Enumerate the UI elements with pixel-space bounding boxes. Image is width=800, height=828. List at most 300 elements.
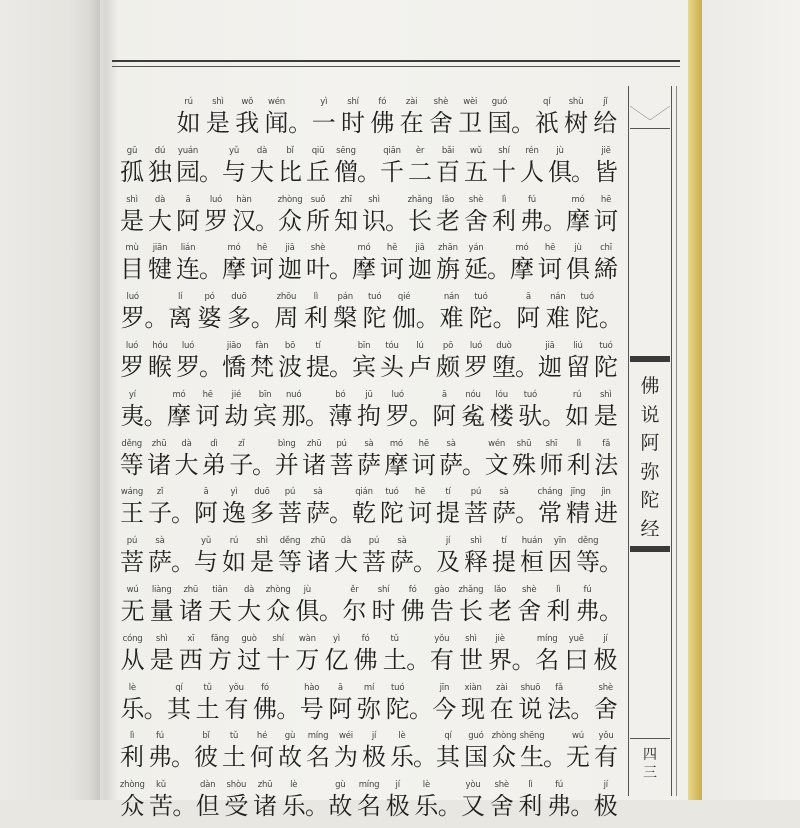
hanzi: 提 [436, 499, 460, 528]
text-line-row [118, 779, 620, 821]
title-character: 阿 [640, 432, 660, 455]
pinyin: děng [121, 438, 142, 449]
pinyin: pú [126, 536, 138, 547]
character-cell [456, 584, 485, 626]
character-cell [192, 486, 220, 528]
pinyin: zhòng [119, 780, 145, 791]
pinyin: shuō [520, 682, 541, 693]
punctuation: 。 [415, 304, 440, 333]
hanzi: 诃 [594, 206, 618, 235]
pinyin: liú [573, 340, 583, 351]
character-cell [350, 242, 378, 284]
character-cell [378, 486, 406, 528]
punctuation: 。 [288, 109, 313, 137]
hanzi: 众 [120, 792, 145, 821]
character-cell [165, 389, 194, 431]
left-page-edge [0, 0, 100, 800]
pinyin: qí [543, 97, 551, 107]
hanzi: 众 [278, 206, 302, 235]
pinyin: sà [499, 487, 509, 498]
character-cell [543, 194, 567, 236]
pinyin: guó [468, 731, 484, 742]
character-cell [538, 438, 565, 480]
hanzi: 伽 [392, 304, 417, 333]
pinyin: dà [154, 194, 166, 205]
pinyin: yǔ [228, 145, 240, 156]
hanzi: 千 [380, 157, 404, 186]
hanzi: 极 [593, 792, 618, 821]
character-cell [248, 145, 276, 187]
hanzi: 是 [120, 206, 144, 235]
character-cell [434, 730, 462, 772]
hanzi: 西 [178, 645, 203, 674]
hanzi: 长 [408, 206, 432, 235]
character-cell [412, 779, 441, 821]
pinyin: tí [315, 340, 321, 351]
hanzi: 丘 [306, 157, 330, 186]
pinyin: jí [603, 780, 608, 791]
character-cell [193, 389, 222, 431]
hanzi: 量 [149, 596, 174, 625]
hanzi: 二 [408, 157, 432, 186]
character-cell [410, 438, 437, 480]
character-cell [332, 145, 360, 187]
character-cell [490, 535, 518, 577]
running-title-column [628, 86, 672, 796]
pinyin: nán [443, 292, 460, 303]
hanzi: 给 [593, 109, 618, 137]
pinyin: hē [544, 243, 556, 254]
title-character: 经 [640, 517, 660, 540]
pinyin: jǐ [603, 97, 608, 107]
character-cell [301, 291, 330, 333]
hanzi: 如 [176, 109, 201, 137]
hanzi: 过 [237, 645, 262, 674]
hanzi: 说 [518, 694, 543, 723]
hanzi: 常 [538, 499, 562, 528]
pinyin: wàn [298, 633, 316, 644]
punctuation: 。 [171, 743, 195, 772]
character-cell [251, 779, 280, 821]
hanzi: 絺 [594, 255, 618, 284]
pinyin: zhū [151, 438, 167, 449]
character-cell [264, 584, 293, 626]
character-cell [143, 389, 168, 431]
hanzi: 老 [436, 206, 460, 235]
character-cell [173, 438, 200, 480]
character-cell [144, 291, 169, 333]
character-cell [536, 242, 564, 284]
character-cell [383, 682, 412, 724]
hanzi: 进 [594, 499, 618, 528]
pinyin: cháng [537, 487, 563, 498]
hanzi: 故 [328, 792, 353, 821]
pinyin: tǔ [203, 682, 212, 693]
punctuation: 。 [171, 548, 195, 577]
pinyin: bìng [277, 438, 296, 449]
hanzi: 是 [593, 401, 618, 430]
pinyin: mó [571, 194, 585, 205]
pinyin: bǐ [202, 731, 210, 742]
text-line [118, 340, 620, 389]
hanzi: 祇 [534, 109, 559, 137]
gilded-page-edge [688, 0, 702, 800]
text-line [118, 194, 620, 243]
character-cell [304, 145, 332, 187]
pinyin: pō [442, 340, 454, 351]
pinyin: wèi [463, 97, 478, 107]
pinyin: mù [125, 243, 139, 254]
character-cell [462, 145, 490, 187]
column-border-outer [676, 86, 677, 796]
character-cell [276, 145, 304, 187]
character-cell [487, 389, 516, 431]
character-cell [264, 633, 293, 675]
character-cell [360, 291, 389, 333]
pinyin: shì [368, 194, 380, 205]
character-cell [276, 194, 304, 236]
hanzi: 驮 [518, 401, 543, 430]
character-cell [118, 291, 147, 333]
hanzi: 宾 [352, 352, 376, 381]
pinyin: ā [525, 292, 531, 303]
hanzi: 俱 [548, 157, 572, 186]
punctuation: 。 [172, 792, 197, 821]
character-cell [378, 340, 406, 382]
pinyin: hào [304, 682, 320, 693]
pinyin: liàng [151, 584, 172, 595]
character-cell [230, 194, 258, 236]
hanzi: 百 [436, 157, 460, 186]
pinyin: yǒu [434, 633, 450, 644]
pinyin: shū [516, 438, 532, 449]
hanzi: 十 [492, 157, 516, 186]
character-cell [220, 535, 248, 577]
pinyin: lí [177, 292, 183, 303]
pinyin: lǎo [493, 584, 507, 595]
hanzi: 诸 [306, 548, 330, 577]
hanzi: 摩 [566, 206, 590, 235]
character-cell [146, 145, 174, 187]
pinyin: yǔ [200, 536, 212, 547]
character-cell [462, 730, 490, 772]
pinyin: gū [126, 145, 138, 156]
hanzi: 孤 [120, 157, 144, 186]
pinyin: pó [204, 292, 215, 303]
hanzi: 有 [594, 743, 618, 772]
character-cell [483, 438, 510, 480]
hanzi: 世 [458, 645, 483, 674]
hanzi: 舍 [593, 694, 618, 723]
hanzi: 子 [148, 499, 172, 528]
punctuation: 。 [143, 401, 168, 430]
character-cell [118, 194, 146, 236]
pinyin: zhòng [491, 731, 517, 742]
pinyin: pán [337, 292, 353, 303]
hanzi: 诃 [250, 255, 274, 284]
character-cell [570, 779, 595, 821]
character-cell [490, 340, 518, 382]
character-cell [378, 242, 406, 284]
character-cell [205, 584, 234, 626]
character-cell [143, 682, 168, 724]
hanzi: 利 [566, 450, 591, 479]
character-cell [118, 340, 146, 382]
character-cell [427, 633, 456, 675]
hanzi: 桓 [520, 548, 544, 577]
character-cell [360, 730, 388, 772]
character-cell [176, 584, 205, 626]
hanzi: 㝹 [461, 401, 486, 430]
pinyin: jiē [601, 145, 611, 156]
character-cell [518, 535, 546, 577]
hanzi: 萨 [356, 450, 381, 479]
pinyin: shí [377, 584, 390, 595]
character-cell [514, 291, 543, 333]
character-cell [574, 535, 602, 577]
hanzi: 所 [306, 206, 330, 235]
hanzi: 众 [266, 596, 291, 625]
pinyin: tuó [580, 292, 594, 303]
character-cell [255, 194, 279, 236]
character-cell [118, 438, 145, 480]
hanzi: 舍 [517, 596, 542, 625]
character-cell [592, 340, 620, 382]
character-cell [228, 438, 255, 480]
hanzi: 方 [207, 645, 232, 674]
character-cell [591, 389, 620, 431]
hanzi: 诸 [178, 596, 203, 625]
character-cell [532, 96, 561, 138]
pinyin: děng [577, 536, 599, 547]
pinyin: shí [498, 145, 510, 156]
text-line [118, 389, 620, 438]
pinyin: rú [572, 389, 582, 400]
hanzi: 舍 [464, 206, 488, 235]
pinyin: dà [256, 145, 268, 156]
character-cell [355, 389, 384, 431]
hanzi: 目 [120, 255, 144, 284]
hanzi: 师 [539, 450, 564, 479]
pinyin: guò [241, 633, 257, 644]
character-cell [599, 584, 623, 626]
hanzi: 等 [119, 450, 144, 479]
character-cell [165, 291, 194, 333]
pinyin: ā [337, 682, 343, 693]
pinyin: jiā [545, 340, 555, 351]
character-cell [516, 779, 545, 821]
character-cell [329, 242, 353, 284]
hanzi: 弗 [520, 206, 544, 235]
hanzi: 诃 [195, 401, 220, 430]
header-rule [112, 60, 680, 62]
pinyin: nuó [286, 389, 302, 400]
pinyin: luó [391, 389, 404, 400]
hanzi: 利 [518, 792, 543, 821]
hanzi: 菩 [120, 548, 144, 577]
text-line [118, 145, 620, 194]
pinyin: shè [310, 243, 326, 254]
character-cell [171, 730, 195, 772]
character-cell [293, 584, 322, 626]
punctuation: 。 [255, 206, 279, 235]
hanzi: 大 [174, 450, 199, 479]
hanzi: 十 [266, 645, 291, 674]
character-cell [220, 340, 248, 382]
character-cell [490, 145, 518, 187]
hanzi: 菩 [362, 548, 386, 577]
pinyin: fó [408, 584, 417, 595]
text-line-row [118, 389, 620, 431]
hanzi: 摩 [510, 255, 534, 284]
character-cell [205, 633, 234, 675]
pinyin: jù [303, 584, 311, 595]
character-cell [222, 389, 251, 431]
pinyin: tuó [368, 292, 382, 303]
hanzi: 老 [488, 596, 513, 625]
hanzi: 彼 [194, 743, 218, 772]
hanzi: 犍 [148, 255, 172, 284]
pinyin: jí [445, 536, 451, 547]
hanzi: 界 [488, 645, 513, 674]
pinyin: qí [175, 682, 183, 693]
pinyin: hàn [236, 194, 252, 205]
hanzi: 俱 [566, 255, 590, 284]
character-cell [331, 291, 360, 333]
pinyin: hē [256, 243, 268, 254]
character-cell [220, 486, 248, 528]
hanzi: 阿 [432, 401, 457, 430]
character-cell [355, 779, 384, 821]
hanzi: 弥 [357, 694, 382, 723]
pinyin: shè [521, 584, 537, 595]
hanzi: 受 [224, 792, 249, 821]
pinyin: lì [576, 438, 581, 449]
hanzi: 罗 [385, 401, 410, 430]
character-cell [174, 194, 202, 236]
character-cell [591, 682, 620, 724]
pinyin: shì [465, 633, 477, 644]
hanzi: 知 [334, 206, 358, 235]
character-cell [492, 291, 517, 333]
hanzi: 罗 [176, 352, 200, 381]
hanzi: 因 [548, 548, 572, 577]
hanzi: 那 [281, 401, 306, 430]
punctuation: 。 [487, 255, 511, 284]
hanzi: 摩 [222, 255, 246, 284]
hanzi: 及 [436, 548, 460, 577]
punctuation: 。 [329, 352, 353, 381]
pinyin: jí [395, 780, 400, 791]
pinyin: pú [368, 536, 380, 547]
punctuation: 。 [329, 255, 353, 284]
hanzi: 极 [593, 645, 618, 674]
pinyin: zhōu [276, 292, 297, 303]
character-cell [304, 730, 332, 772]
character-cell [357, 145, 381, 187]
character-cell [248, 242, 276, 284]
hanzi: 睺 [148, 352, 172, 381]
character-cell [276, 730, 304, 772]
text-line-row [118, 633, 620, 675]
character-cell [326, 779, 355, 821]
character-cell [564, 730, 592, 772]
character-cell [434, 535, 462, 577]
character-cell [385, 194, 409, 236]
pinyin: zài [405, 97, 418, 107]
pinyin: tǔ [390, 633, 399, 644]
character-cell [413, 535, 437, 577]
hanzi: 我 [235, 109, 260, 137]
hanzi: 土 [222, 743, 246, 772]
text-line-row [118, 145, 620, 187]
hanzi: 萨 [306, 499, 330, 528]
hanzi: 佛 [353, 645, 378, 674]
punctuation: 。 [571, 157, 595, 186]
character-cell [544, 584, 573, 626]
pinyin: tǔ [229, 731, 239, 742]
character-cell [202, 194, 230, 236]
character-cell [235, 584, 264, 626]
hanzi: 舍 [428, 109, 453, 137]
pinyin: jiān [152, 243, 168, 254]
character-cell [369, 584, 398, 626]
character-cell [406, 242, 434, 284]
character-cell [165, 682, 194, 724]
pinyin: duò [496, 340, 512, 351]
hanzi: 土 [195, 694, 220, 723]
pinyin: wú [126, 584, 139, 595]
hanzi: 故 [278, 743, 302, 772]
pinyin: zhī [340, 194, 352, 205]
hanzi: 名 [535, 645, 560, 674]
text-line [118, 682, 620, 731]
character-cell [383, 779, 412, 821]
pinyin: lì [556, 584, 561, 595]
pinyin: shì [155, 633, 168, 644]
pinyin: fāng [210, 633, 230, 644]
character-cell [118, 242, 146, 284]
text-line [118, 730, 620, 779]
text-line [118, 486, 620, 535]
hanzi: 在 [399, 109, 424, 137]
character-cell [486, 584, 515, 626]
character-cell [222, 779, 251, 821]
pinyin: jù [574, 243, 582, 254]
hanzi: 法 [547, 694, 572, 723]
punctuation: 。 [305, 401, 330, 430]
character-cell [195, 291, 224, 333]
character-cell [406, 486, 434, 528]
hanzi: 现 [461, 694, 486, 723]
pinyin: dú [154, 145, 166, 156]
hanzi: 殊 [511, 450, 536, 479]
punctuation: 。 [511, 645, 536, 674]
pinyin: sà [397, 536, 407, 547]
title-character: 弥 [640, 460, 660, 483]
hanzi: 闻 [264, 109, 289, 137]
pinyin: wáng [120, 487, 144, 498]
hanzi: 苦 [149, 792, 173, 821]
character-cell [174, 96, 203, 138]
punctuation: 。 [437, 792, 462, 821]
pinyin: jìn [601, 487, 611, 498]
character-cell [118, 633, 147, 675]
hanzi: 与 [222, 157, 246, 186]
character-cell [543, 291, 572, 333]
pinyin: wú [572, 731, 584, 742]
hanzi: 法 [594, 450, 619, 479]
